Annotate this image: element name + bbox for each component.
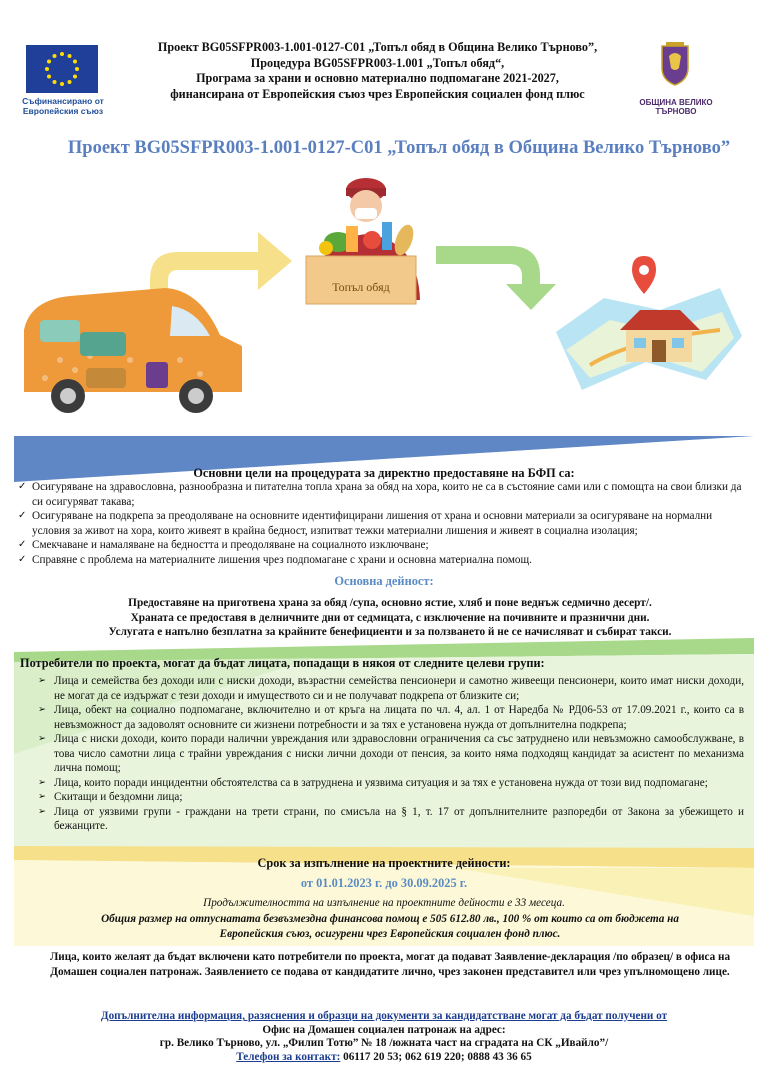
goals-heading: Основни цели на процедурата за директно предоставяне на БФП са: (193, 466, 575, 480)
activity-line: Храната се предоставя в делничните дни от седмицата, с изключение на почивните и празнични дни. (130, 611, 650, 624)
list-item: ➢ Скитащи и бездомни лица; (38, 791, 183, 803)
list-item: ➢ Лица от уязвими групи - граждани на трети страни, по смисъла на § 1, т. 17 от допълнителните разпоредби от Закона за убежището и бежанците. (38, 805, 744, 832)
arrow-bullet-icon: ➢ (38, 791, 46, 802)
list-item: ➢ Лица, които поради инцидентни обстоятелства са в затруднена и уязвима ситуация и за тях е установена нужда от този вид подпомагане; (38, 776, 708, 789)
delivery-van-icon (24, 288, 242, 413)
green-arrow-icon (436, 246, 556, 310)
deadline-heading: Срок за изпълнение на проектните дейности: (257, 856, 511, 870)
phone-label[interactable]: Телефон за контакт: (236, 1050, 341, 1063)
hero-illustration (0, 160, 768, 430)
list-item: ✓ Осигуряване на здравословна, разнообразна и питателна топла храна за обяд на хора, които не са в състояние сами или с помощта на свои близки да си осигуряват такава; (18, 481, 742, 508)
activity-line: Услугата е напълно безплатна за крайните бенефициенти и за ползването й не се начисляват и събират такси. (108, 626, 672, 638)
checkmark-icon: ✓ (18, 539, 27, 550)
project-dates: от 01.01.2023 г. до 30.09.2025 г. (300, 876, 468, 890)
groups-heading: Потребители по проекта, могат да бъдат лицата, попадащи в някоя от следните целеви групи: (20, 656, 545, 670)
checkmark-icon: ✓ (18, 553, 27, 565)
address-line: гр. Велико Търново, ул. „Филип Тотю” № 18 /южната част на сградата на СК „Ивайло”/ (159, 1037, 609, 1049)
list-item: ✓ Справяне с проблема на материалните лишения чрез подпомагане с храни и основна материална помощ. (18, 553, 532, 566)
phone-line (0, 1051, 768, 1065)
list-item: ➢ Лица с ниски доходи, които поради налични увреждания или здравословни ограничения са със затруднено или невъзможно самообслужване, в това число самотни лица с трайни увреждания с ниски лични доходи от пенсия, за които няма подходящ кандидат за асистент по механизма лична помощ; (38, 733, 744, 774)
box-label: Топъл обяд (332, 280, 390, 294)
activity-heading: Основна дейност: (334, 574, 434, 588)
arrow-bullet-icon: ➢ (38, 776, 46, 788)
goals-list (18, 480, 748, 567)
list-item: ✓ Смекчаване и намаляване на бедността и преодоляване на социалното изключване; (18, 539, 429, 551)
info-link[interactable]: Допълнителна информация, разяснения и образци на документи за кандидатстване могат да бъдат получени от (100, 1010, 668, 1022)
eu-cofinanced-caption: Съфинансирано от Европейския съюз (22, 96, 104, 116)
project-header (120, 40, 635, 102)
office-line: Офис на Домашен социален патронаж на адрес: (262, 1023, 506, 1036)
municipality-caption: ОБЩИНА ВЕЛИКО ТЪРНОВО (639, 98, 713, 116)
checkmark-icon: ✓ (18, 481, 27, 492)
application-text: Лица, които желаят да бъдат включени като потребители по проекта, могат да подават Заявление-декларация /по образец/ в офиса на Домашен социален патронаж. Заявлението се подава от кандидатите лично, чрез законен представител или чрез упълномощено лице. (49, 951, 731, 978)
activity-text (40, 596, 740, 640)
checkmark-icon: ✓ (18, 510, 27, 521)
municipality-crest-logo (660, 42, 690, 86)
list-item: ➢ Лица, обект на социално подпомагане, включително и от кръга на лицата по чл. 4, ал. 1 от Наредба № РД06-53 от 17.09.2021 г., които са в невъзможност да задоволят основните си жизнени потребности и за тях е установена нужда от допълнителна подкрепа; (38, 704, 744, 731)
arrow-bullet-icon: ➢ (38, 733, 46, 744)
header-line: Програма за храни и основно материално подпомагане 2021-2027, (196, 71, 559, 85)
header-line: Проект BG05SFPR003-1.001-0127-С01 „Топъл обяд в Община Велико Търново”, (157, 40, 598, 54)
list-item: ➢ Лица и семейства без доходи или с ниски доходи, възрастни семейства пенсионери и самотно живеещи пенсионери, които имат ниски доходи, не могат да се издържат с тези доходи и имуществото си и не получават подкрепа от близките си; (38, 675, 744, 702)
duration-text: Продължителността на изпълнение на проектните дейности е 33 месеца. (203, 897, 565, 909)
target-groups-list (38, 674, 744, 834)
header-line: финансирана от Европейския съюз чрез Европейския социален фонд плюс (170, 86, 585, 101)
arrow-bullet-icon: ➢ (38, 805, 46, 817)
eu-flag-logo (26, 45, 98, 93)
activity-line: Предоставяне на приготвена храна за обяд /супа, основно ястие, хляб и поне веднъж седмично десерт/. (128, 597, 652, 609)
phone-numbers: 06117 20 53; 062 619 220; 0888 43 36 65 (340, 1050, 532, 1063)
contact-footer (0, 1010, 768, 1064)
list-item: ✓ Осигуряване на подкрепа за преодоляване на основните идентифицирани лишения от храна и основни материали за осигуряване на нормални условия за живот на хора, които живеят в крайна бедност, изпитват тежки материални лишения и живеят в социална изолация; (18, 510, 713, 537)
arrow-bullet-icon: ➢ (38, 704, 46, 715)
header-line: Процедура BG05SFPR003-1.001 „Топъл обяд“, (250, 55, 505, 70)
funding-text: Общия размер на отпуснатата безвъзмездна финансова помощ е 505 612.80 лв., 100 % от които са от бюджета на Европейския съюз, осигурени чрез Европейския социален фонд плюс. (101, 913, 679, 940)
page-title: Проект BG05SFPR003-1.001-0127-С01 „Топъл обяд в Община Велико Търново” (67, 138, 731, 158)
map-house-icon (556, 256, 742, 390)
arrow-bullet-icon: ➢ (38, 675, 46, 686)
